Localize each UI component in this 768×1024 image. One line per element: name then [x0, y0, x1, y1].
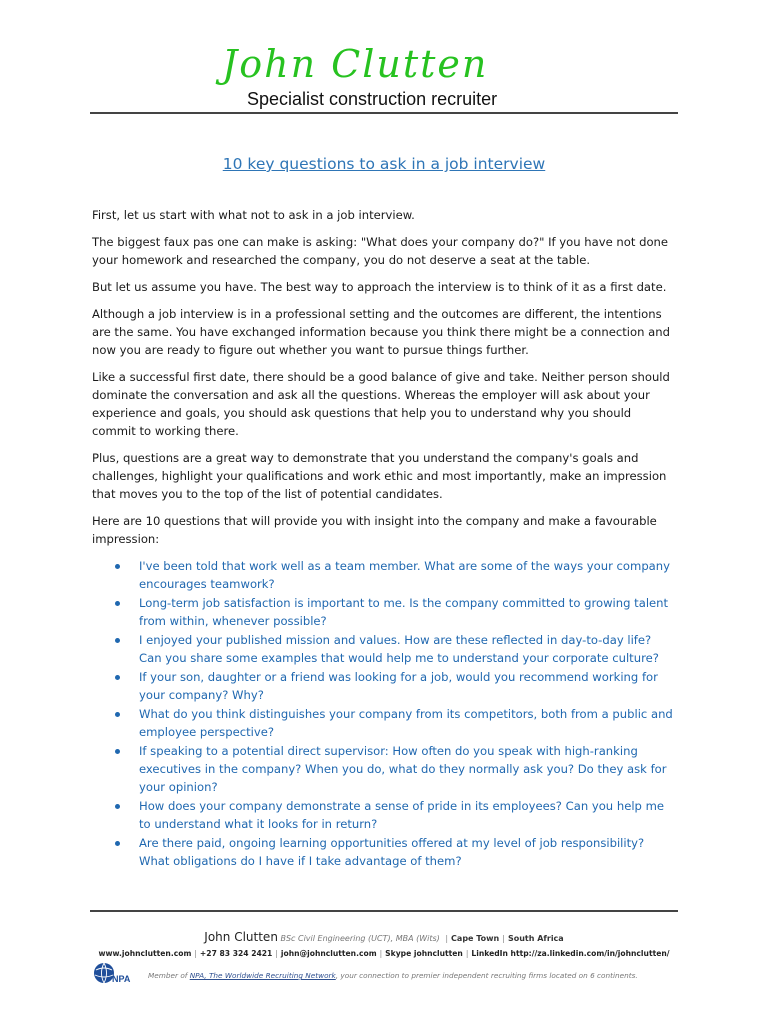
npa-globe-logo: [92, 960, 140, 990]
paragraph: Although a job interview is in a professional setting and the outcomes are different, the intentions are the same. You have exchanged information because you think there might be a connection and now you are ready to figure out whether you want to pursue things further.: [92, 307, 670, 357]
paragraph: But let us assume you have. The best way to approach the interview is to think of it as a first date.: [92, 280, 667, 294]
paragraph: Plus, questions are a great way to demonstrate that you understand the company's goals and challenges, highlight your qualifications and work ethic and most importantly, make an impression that moves you to the top of the list of potential candidates.: [92, 451, 667, 501]
logo-script-name: John Clutten: [222, 42, 489, 86]
question-item: I enjoyed your published mission and values. How are these reflected in day-to-day life? Can you share some examples that would help me to understand your corporate culture?: [139, 631, 676, 667]
globe-icon: [94, 963, 114, 983]
footer-country: South Africa: [507, 934, 564, 943]
questions-list: [92, 557, 676, 870]
document-body: [92, 206, 676, 871]
npa-logo-text: NPA: [112, 974, 131, 984]
logo-tagline: Specialist construction recruiter: [247, 89, 498, 109]
question-item: Are there paid, ongoing learning opportunities offered at my level of job responsibility? What obligations do I have if I take advantage of them?: [139, 834, 676, 870]
footer-divider: [90, 910, 678, 912]
footer-identity: John Clutten BSc Civil Engineering (UCT), MBA (Wits) | Cape Town | South Africa: [204, 930, 564, 944]
footer-member-note: Member of NPA, The Worldwide Recruiting Network, your connection to premier independent recruiting firms located on 6 continents.: [148, 971, 638, 980]
question-item: I've been told that work well as a team member. What are some of the ways your company encourages teamwork?: [139, 557, 676, 593]
paragraph: Here are 10 questions that will provide you with insight into the company and make a favourable impression:: [92, 514, 657, 546]
question-item: If speaking to a potential direct supervisor: How often do you speak with high-ranking executives in the company? When you do, what do they normally ask you? Do they ask for your opinion?: [139, 742, 676, 796]
footer-contacts: www.johnclutten.com | +27 83 324 2421 | john@johnclutten.com | Skype johnclutten | LinkedIn http://za.linkedin.com/in/johnclutten/: [98, 949, 670, 958]
footer-email[interactable]: john@johnclutten.com: [280, 949, 377, 958]
footer-linkedin[interactable]: LinkedIn http://za.linkedin.com/in/johnclutten/: [471, 949, 670, 958]
question-item: How does your company demonstrate a sense of pride in its employees? Can you help me to understand what it looks for in return?: [139, 797, 676, 833]
question-item: Long-term job satisfaction is important to me. Is the company committed to growing talent from within, whenever possible?: [139, 594, 676, 630]
footer-city: Cape Town: [451, 934, 500, 943]
footer-skype: Skype johnclutten: [385, 949, 463, 958]
footer-name: John Clutten: [204, 930, 278, 944]
paragraph: Like a successful first date, there should be a good balance of give and take. Neither person should dominate the conversation and ask all the questions. Whereas the employer will ask about your experience and goals, you should ask questions that help you to understand why you should commit to working there.: [92, 370, 670, 438]
document-title: 10 key questions to ask in a job interview: [222, 155, 546, 173]
paragraph: First, let us start with what not to ask in a job interview.: [92, 208, 415, 222]
npa-network-link[interactable]: NPA, The Worldwide Recruiting Network: [189, 971, 336, 980]
footer-phone: +27 83 324 2421: [199, 949, 273, 958]
footer-website[interactable]: www.johnclutten.com: [98, 949, 192, 958]
paragraph: The biggest faux pas one can make is asking: "What does your company do?" If you have not done your homework and researched the company, you do not deserve a seat at the table.: [92, 235, 669, 267]
question-item: If your son, daughter or a friend was looking for a job, would you recommend working for your company? Why?: [139, 668, 676, 704]
footer-credentials: BSc Civil Engineering (UCT), MBA (Wits): [280, 934, 440, 943]
header-divider: [90, 112, 678, 114]
question-item: What do you think distinguishes your company from its competitors, both from a public and employee perspective?: [139, 705, 676, 741]
